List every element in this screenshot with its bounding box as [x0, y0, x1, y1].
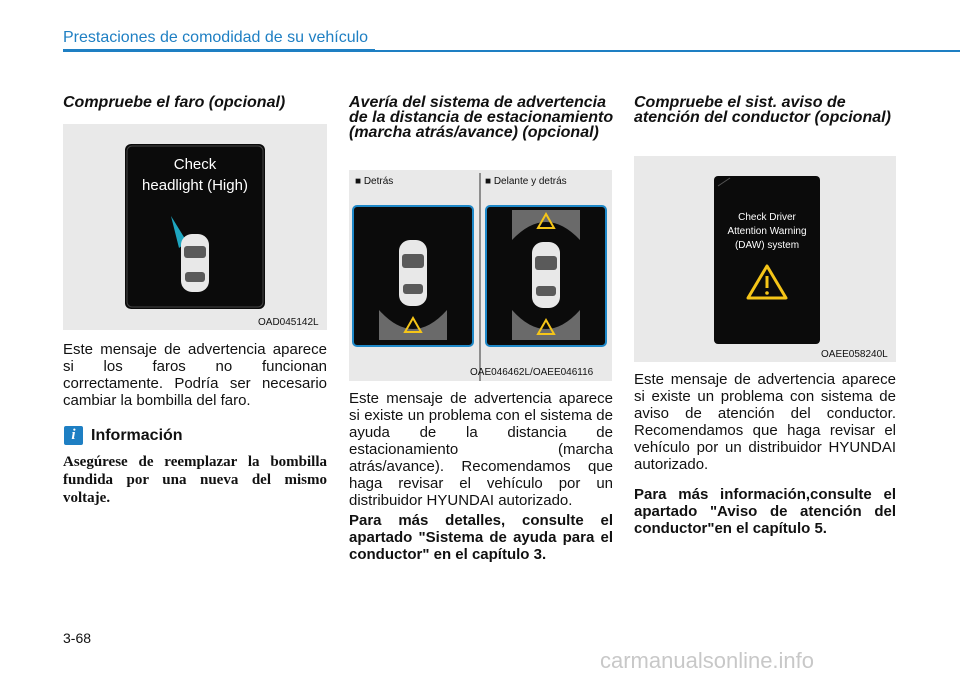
header-rule-thin	[375, 50, 960, 52]
car-top-icon	[532, 242, 560, 308]
heading-headlight: Compruebe el faro (opcional)	[63, 94, 286, 111]
daw-screen-illustration	[634, 156, 896, 362]
body-text: Este mensaje de advertencia aparece si existe un problema con el sistema de ayuda de la distancia de estacionamiento (marcha atrás/avance). Recomendamos que haga revisar el vehículo por un distribuidor HYUNDAI autorizado.	[349, 390, 613, 509]
screen-text-3: (DAW) system	[734, 240, 800, 251]
info-text: Asegúrese de reemplazar la bombilla fundida por una nueva del mismo voltaje.	[63, 454, 327, 506]
car-top-icon	[399, 240, 427, 306]
section-title: Prestaciones de comodidad de su vehículo	[63, 29, 369, 46]
figure-code: OAEE058240L	[821, 349, 888, 360]
headlight-screen-illustration	[63, 124, 327, 330]
reference-text: Para más detalles, consulte el apartado "Sistema de ayuda para el conductor" en el capítulo 3.	[349, 512, 613, 563]
heading-parking: Avería del sistema de advertencia de la distancia de estacionamiento (marcha atrás/avance) (opcional)	[349, 94, 614, 141]
screen-text-2: headlight (High)	[142, 177, 248, 194]
figure-parking	[349, 170, 612, 381]
info-title: Información	[91, 427, 183, 444]
figure-headlight	[63, 124, 327, 330]
screen-text-2: Attention Warning	[727, 226, 807, 237]
reference-text: Para más información,consulte el apartado "Aviso de atención del conductor"en el capítulo 5.	[634, 486, 896, 537]
parking-illustration	[349, 170, 612, 381]
header-rule	[63, 49, 375, 52]
page-number: 3-68	[63, 630, 92, 646]
legend-front-rear: ■ Delante y detrás	[485, 176, 567, 187]
watermark: carmanualsonline.info	[600, 648, 815, 673]
figure-code: OAE046462L/OAEE046116	[470, 367, 594, 378]
body-text: Este mensaje de advertencia aparece si existe un problema con sistema de aviso de atención del conductor. Recomendamos que haga revisar el vehículo por un distribuidor HYUNDAI autorizado.	[634, 371, 896, 473]
screen-text-1: Check Driver	[738, 212, 796, 223]
figure-code: OAD045142L	[258, 317, 319, 328]
heading-daw: Compruebe el sist. aviso de atención del conductor (opcional)	[634, 94, 891, 126]
info-icon: i	[64, 426, 83, 445]
car-top-icon	[181, 234, 209, 292]
body-text: Este mensaje de advertencia aparece si los faros no funcionan correctamente. Podría ser necesario cambiar la bombilla del faro.	[63, 341, 327, 409]
screen-text-1: Check	[173, 156, 217, 173]
legend-rear: ■ Detrás	[355, 176, 394, 187]
figure-daw	[634, 156, 896, 362]
